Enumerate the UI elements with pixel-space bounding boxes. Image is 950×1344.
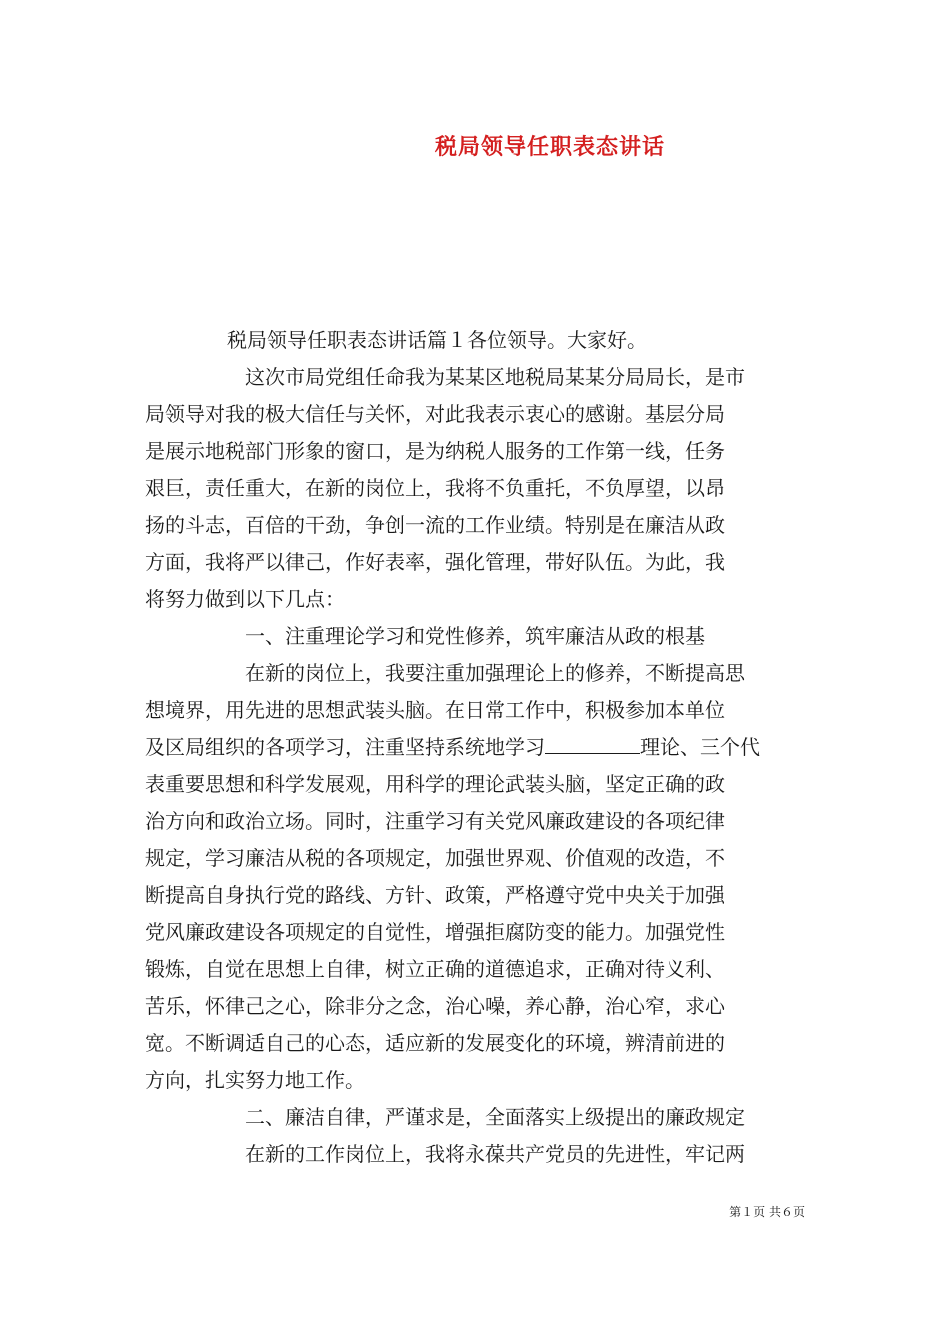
text-segment: 理论、三个代	[640, 735, 760, 759]
text-line: 宽。不断调适自己的心态，适应新的发展变化的环境，辨清前进的	[145, 1031, 725, 1055]
text-line: 党风廉政建设各项规定的自觉性，增强拒腐防变的能力。加强党性	[145, 920, 725, 944]
text-line: 这次市局党组任命我为某某区地税局某某分局局长，是市	[245, 365, 745, 389]
text-line: 在新的工作岗位上，我将永葆共产党员的先进性，牢记两	[245, 1142, 745, 1166]
text-line: 规定，学习廉洁从税的各项规定，加强世界观、价值观的改造，不	[145, 846, 725, 870]
text-line: 在新的岗位上，我要注重加强理论上的修养，不断提高思	[245, 661, 745, 685]
body-text	[145, 322, 807, 1173]
text-line: 方面，我将严以律己，作好表率，强化管理，带好队伍。为此，我	[145, 550, 725, 574]
text-line: 断提高自身执行党的路线、方针、政策，严格遵守党中央关于加强	[145, 883, 725, 907]
text-line: 是展示地税部门形象的窗口，是为纳税人服务的工作第一线，任务	[145, 439, 725, 463]
text-line: 艰巨，责任重大，在新的岗位上，我将不负重托，不负厚望，以昂	[145, 476, 725, 500]
text-line	[145, 729, 807, 766]
text-line: 治方向和政治立场。同时，注重学习有关党风廉政建设的各项纪律	[145, 809, 725, 833]
text-line: 想境界，用先进的思想武装头脑。在日常工作中，积极参加本单位	[145, 698, 725, 722]
page-number: 第１页 共６页	[729, 1205, 805, 1219]
text-line: 扬的斗志，百倍的干劲，争创一流的工作业绩。特别是在廉洁从政	[145, 513, 725, 537]
text-line: 将努力做到以下几点：	[145, 587, 345, 611]
text-segment: 及区局组织的各项学习，注重坚持系统地学习	[145, 735, 545, 759]
section-heading: 二、廉洁自律，严谨求是，全面落实上级提出的廉政规定	[245, 1105, 745, 1129]
section-heading: 一、注重理论学习和党性修养，筑牢廉洁从政的根基	[245, 624, 705, 648]
fill-in-blank	[545, 735, 640, 754]
text-line: 方向，扎实努力地工作。	[145, 1068, 365, 1092]
text-line: 苦乐，怀律己之心，除非分之念，治心噪，养心静，治心窄，求心	[145, 994, 725, 1018]
text-line: 局领导对我的极大信任与关怀，对此我表示衷心的感谢。基层分局	[145, 402, 725, 426]
page-title: 税局领导任职表态讲话	[434, 134, 665, 160]
text-line: 锻炼，自觉在思想上自律，树立正确的道德追求，正确对待义利、	[145, 957, 725, 981]
text-line: 税局领导任职表态讲话篇１各位领导。大家好。	[227, 328, 647, 352]
text-line: 表重要思想和科学发展观，用科学的理论武装头脑，坚定正确的政	[145, 772, 725, 796]
